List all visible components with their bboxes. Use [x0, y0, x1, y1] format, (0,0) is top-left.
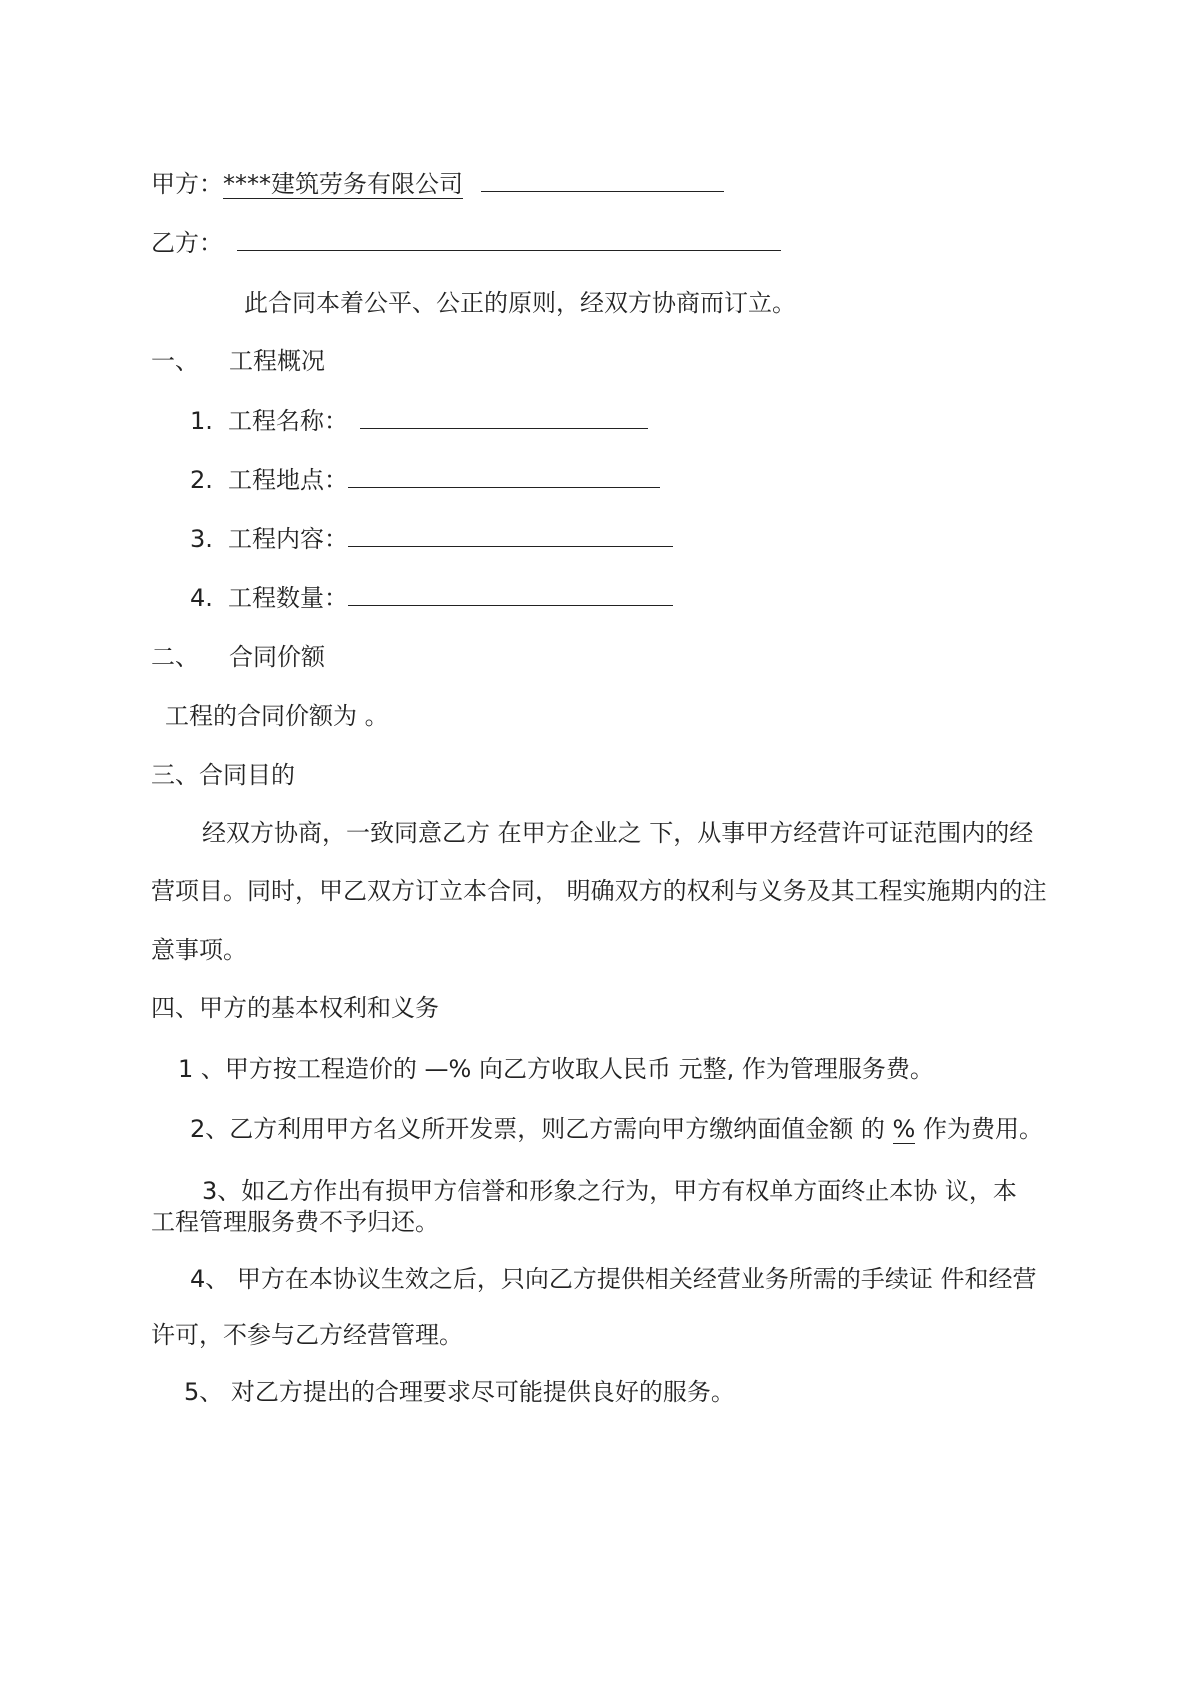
section3-line: 意事项。 — [151, 936, 247, 964]
item-blank — [360, 406, 648, 429]
list-item — [190, 524, 673, 554]
item-label: 工程数量： — [228, 584, 348, 612]
party-b-blank — [237, 228, 781, 251]
item-number: 4. — [190, 584, 213, 612]
item-blank — [348, 465, 660, 488]
item-number: 2. — [190, 466, 213, 494]
section4-item-4-line1: 4、 甲方在本协议生效之后，只向乙方提供相关经营业务所需的手续证 件和经营 — [190, 1265, 1037, 1293]
section2-number: 二、 — [151, 643, 199, 671]
item-number: 1. — [190, 407, 213, 435]
section4-item-2 — [190, 1114, 1043, 1144]
item-label: 工程地点： — [228, 466, 348, 494]
section1-number: 一、 — [151, 347, 199, 375]
party-a-blank — [481, 169, 724, 192]
section2-title: 合同价额 — [229, 643, 325, 671]
section4-title: 四、甲方的基本权利和义务 — [151, 994, 439, 1022]
party-a-company: ****建筑劳务有限公司 — [223, 170, 463, 198]
party-b-label: 乙方： — [151, 229, 223, 257]
item2-text: 2、乙方利用甲方名义所开发票，则乙方需向甲方缴纳面值金额 的 — [190, 1115, 893, 1143]
list-item — [190, 406, 648, 436]
section1-heading — [151, 346, 325, 376]
list-item — [190, 583, 673, 613]
item-blank — [348, 524, 673, 547]
item-blank — [348, 583, 673, 606]
section4-item-3-line2: 工程管理服务费不予归还。 — [151, 1208, 439, 1236]
section3-line: 经双方协商，一致同意乙方 在甲方企业之 下，从事甲方经营许可证范围内的经 — [202, 819, 1034, 847]
item-number: 3. — [190, 525, 213, 553]
preamble: 此合同本着公平、公正的原则，经双方协商而订立。 — [244, 289, 796, 317]
section2-heading — [151, 642, 325, 672]
section2-text: 工程的合同价额为 。 — [165, 702, 389, 730]
section3-title: 三、合同目的 — [151, 761, 295, 789]
list-item — [190, 465, 660, 495]
section4-item-5: 5、 对乙方提出的合理要求尽可能提供良好的服务。 — [184, 1378, 735, 1406]
party-a-label: 甲方： — [151, 170, 223, 198]
section3-line: 营项目。同时，甲乙双方订立本合同， 明确双方的权利与义务及其工程实施期内的注 — [151, 877, 1047, 905]
section4-item-4-line2: 许可，不参与乙方经营管理。 — [151, 1321, 463, 1349]
item2-text-end: 作为费用。 — [915, 1115, 1043, 1143]
section4-item-3-line1: 3、如乙方作出有损甲方信誉和形象之行为，甲方有权单方面终止本协 议，本 — [202, 1177, 1017, 1205]
item-label: 工程内容： — [228, 525, 348, 553]
item2-percent: % — [892, 1115, 916, 1143]
party-b-line — [151, 228, 781, 258]
section4-item-1: 1 、甲方按工程造价的 —% 向乙方收取人民币 元整, 作为管理服务费。 — [178, 1055, 934, 1083]
item-label: 工程名称： — [228, 407, 348, 435]
party-a-line — [151, 169, 724, 199]
section1-title: 工程概况 — [229, 347, 325, 375]
